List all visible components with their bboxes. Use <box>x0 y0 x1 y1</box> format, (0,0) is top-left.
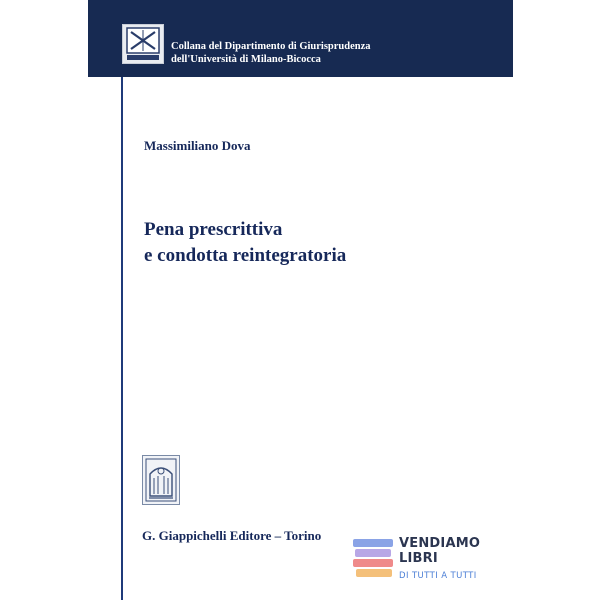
badge-title-line-2: LIBRI <box>399 551 438 566</box>
title-line-2: e condotta reintegratoria <box>144 245 347 266</box>
book-title <box>144 217 346 269</box>
publisher-name: G. Giappichelli Editore – Torino <box>142 528 322 543</box>
stripe <box>355 549 391 557</box>
stripe <box>356 569 392 577</box>
title-line-1: Pena prescrittiva <box>144 219 283 240</box>
bicocca-logo-icon <box>122 24 164 64</box>
books-stack-icon <box>353 539 395 583</box>
series-name <box>171 40 501 66</box>
author-name: Massimiliano Dova <box>144 138 251 153</box>
series-line-1: Collana del Dipartimento di Giurisprudenza <box>171 41 371 52</box>
badge-tagline: DI TUTTI A TUTTI <box>399 571 477 581</box>
book-cover <box>88 0 513 600</box>
giappichelli-logo-icon <box>142 455 180 505</box>
vertical-rule <box>121 77 123 600</box>
series-line-2: dell'Università di Milano-Bicocca <box>171 54 321 65</box>
stripe <box>353 539 393 547</box>
stripe <box>353 559 393 567</box>
vendiamo-libri-badge <box>353 533 493 589</box>
badge-title-line-1: VENDIAMO <box>399 536 481 551</box>
